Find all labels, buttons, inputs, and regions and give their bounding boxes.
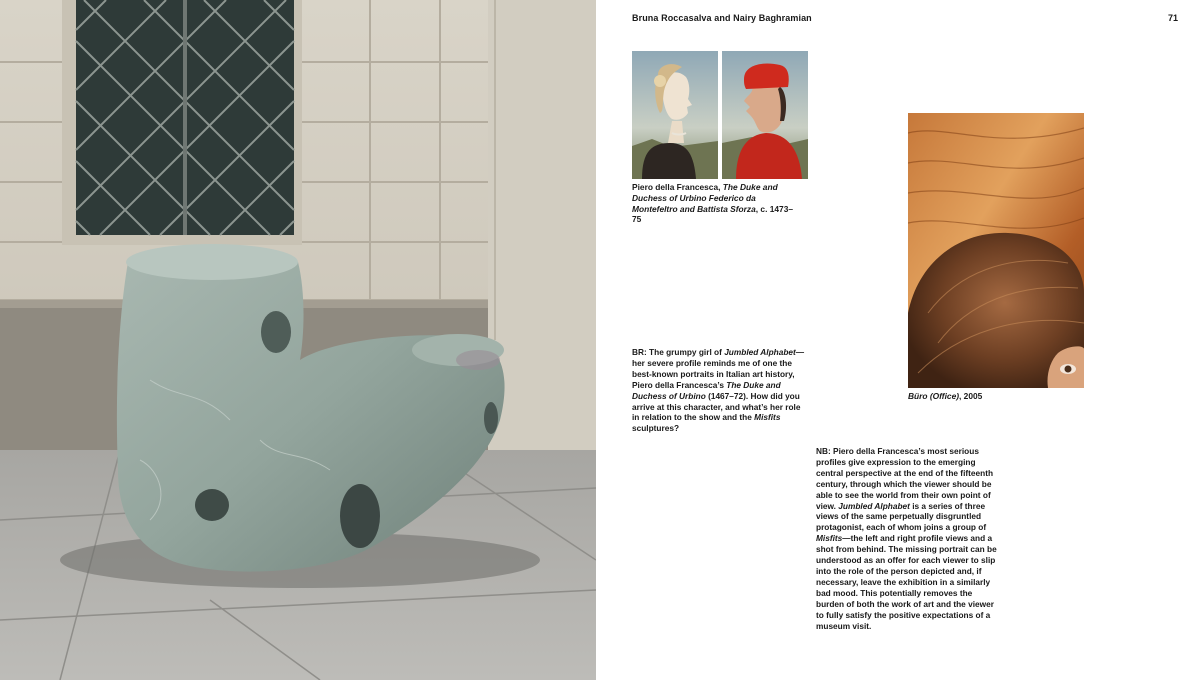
caption-artist: Piero della Francesca, [632,182,723,192]
office-caption-title: Büro (Office) [908,391,960,401]
piero-figure-caption [632,182,802,225]
duke-portrait-image [722,51,808,179]
nb-italic-2: Misfits [816,533,843,544]
br-italic-2: The Duke and Duchess of Urbino [632,379,781,401]
page-number: 71 [1167,13,1178,23]
nb-text-1: NB: Piero della Francesca’s most serious profiles give expression to the emerging central perspective at the end of the fifteenth century, through which the viewer should be able to see the world from their own point of view. [816,446,994,511]
duchess-portrait-image [632,51,718,179]
br-text-3: (1467–72). How did you arrive at this character, and what’s her role in relation to the show and the [632,390,801,423]
caption-title: The Duke and Duchess of Urbino Federico da Montefeltro and Battista Sforza [632,182,778,214]
running-header: Bruna Roccasalva and Nairy Baghramian [632,13,812,23]
nb-text-3: —the left and right profile views and a shot from behind. The missing portrait can be understood as an offer for each viewer to slip into the role of the person depicted and, if necessary, leave the exhibition in a similarly bad mood. This potentially removes the burden of both the work of art and the viewer to fully satisfy the positive expectations of a museum visit. [816,533,997,631]
br-italic-1: Jumbled Alphabet [724,347,796,357]
nb-italic-1: Jumbled Alphabet [838,500,910,511]
interview-answer-nb [816,446,1001,631]
br-italic-3: Misfits [754,412,781,423]
br-text-2: —her severe profile reminds me of one the best-known portraits in Italian art history, Piero della Francesca’s [632,347,805,390]
nb-text-2: is a series of three views of the same perpetually disgruntled protagonist, each of whom joins a group of [816,500,987,533]
br-text-4: sculptures? [632,423,680,434]
caption-date: , c. 1473–75 [632,203,794,225]
br-text-1: BR: The grumpy girl of [632,347,725,357]
interview-question-br [632,347,807,434]
office-artwork-image [908,113,1084,388]
office-figure-caption [908,391,982,401]
office-caption-date: , 2005 [959,391,983,401]
